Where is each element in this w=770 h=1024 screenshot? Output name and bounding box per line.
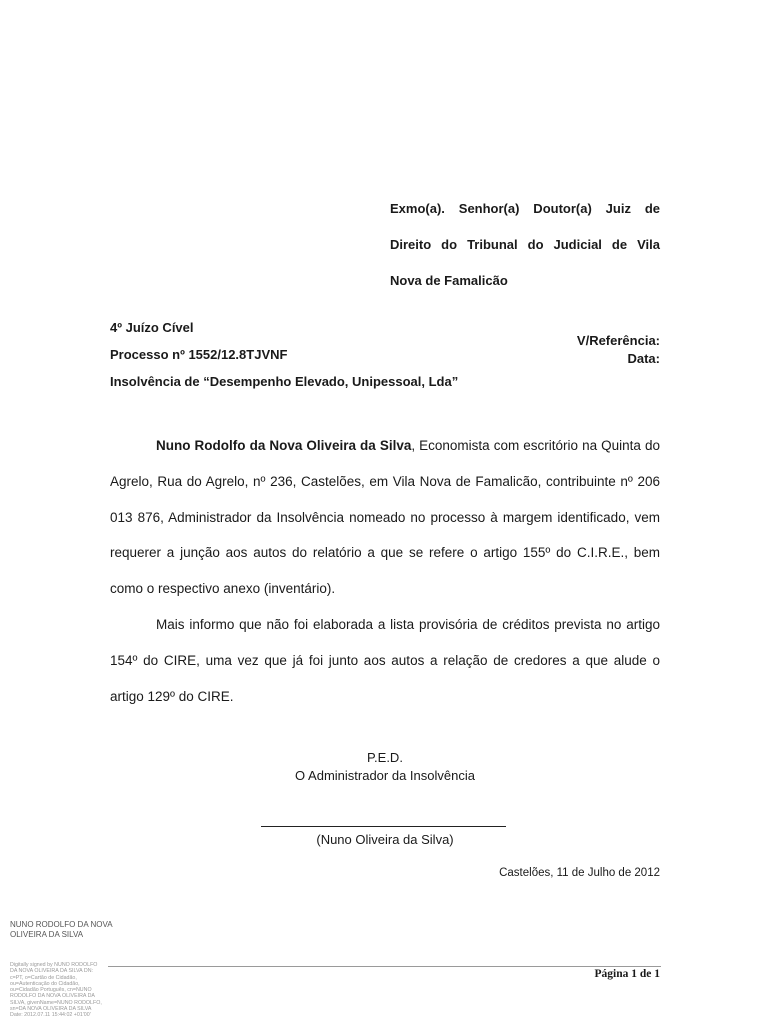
case-info-block [110, 314, 458, 395]
administrator-name: Nuno Rodolfo da Nova Oliveira da Silva [156, 438, 412, 453]
court-label: 4º Juízo Cível [110, 320, 194, 335]
process-number: Processo nº 1552/12.8TJVNF [110, 347, 288, 362]
letter-body [110, 428, 660, 714]
page-number: Página 1 de 1 [594, 968, 660, 980]
body-paragraph-1 [110, 428, 660, 607]
addressee-line-1: Exmo(a). Senhor(a) Doutor(a) Juiz de [390, 201, 660, 216]
addressee-line-3: Nova de Famalicão [390, 273, 508, 288]
body-paragraph-2: Mais informo que não foi elaborada a lista provisória de créditos prevista no artigo 154º do CIRE, uma vez que já foi junto aos autos a relação de credores a que alude o artigo 129º do CIRE. [110, 616, 660, 704]
insolvency-title: Insolvência de “Desempenho Elevado, Unipessoal, Lda” [110, 374, 459, 389]
ped-label: P.E.D. [367, 750, 403, 765]
reference-block [577, 332, 660, 368]
reference-label: V/Referência: [576, 333, 660, 348]
signer-name: (Nuno Oliveira da Silva) [316, 832, 454, 847]
body-paragraph-1-text: , Economista com escritório na Quinta do Agrelo, Rua do Agrelo, nº 236, Castelões, em Vila Nova de Famalicão, contribuinte nº 206 013 876, Administrador da Insolvência nomeado no processo à margem identificado, vem requerer a junção aos autos do relatório a que se refere o artigo 155º do C.I.R.E., bem como o respectivo anexo (inventário). [110, 438, 660, 597]
signature-block [110, 749, 660, 785]
addressee-line-2: Direito do Tribunal do Judicial de Vila [390, 237, 660, 252]
date-place: Castelões, 11 de Julho de 2012 [499, 867, 660, 879]
administrator-role: O Administrador da Insolvência [295, 768, 475, 783]
footer-divider [108, 966, 661, 967]
digital-signature-details: Digitally signed by NUNO RODOLFO DA NOVA OLIVEIRA DA SILVA DN: c=PT, o=Cartão de Cidadão, ou=Autenticação do Cidadão, ou=Cidadão Português, cn=NUNO RODOLFO DA NOVA OLIVEIRA DA SILVA, givenName=NUNO RODOLFO, sn=DA NOVA OLIVEIRA DA SILVA Date: 2012.07.11 15:44:02 +01'00' [10, 962, 102, 1019]
digital-signature-name: NUNO RODOLFO DA NOVA OLIVEIRA DA SILVA [10, 920, 113, 939]
addressee-block [390, 191, 660, 299]
date-label: Data: [627, 351, 660, 366]
signature-line [261, 826, 506, 827]
